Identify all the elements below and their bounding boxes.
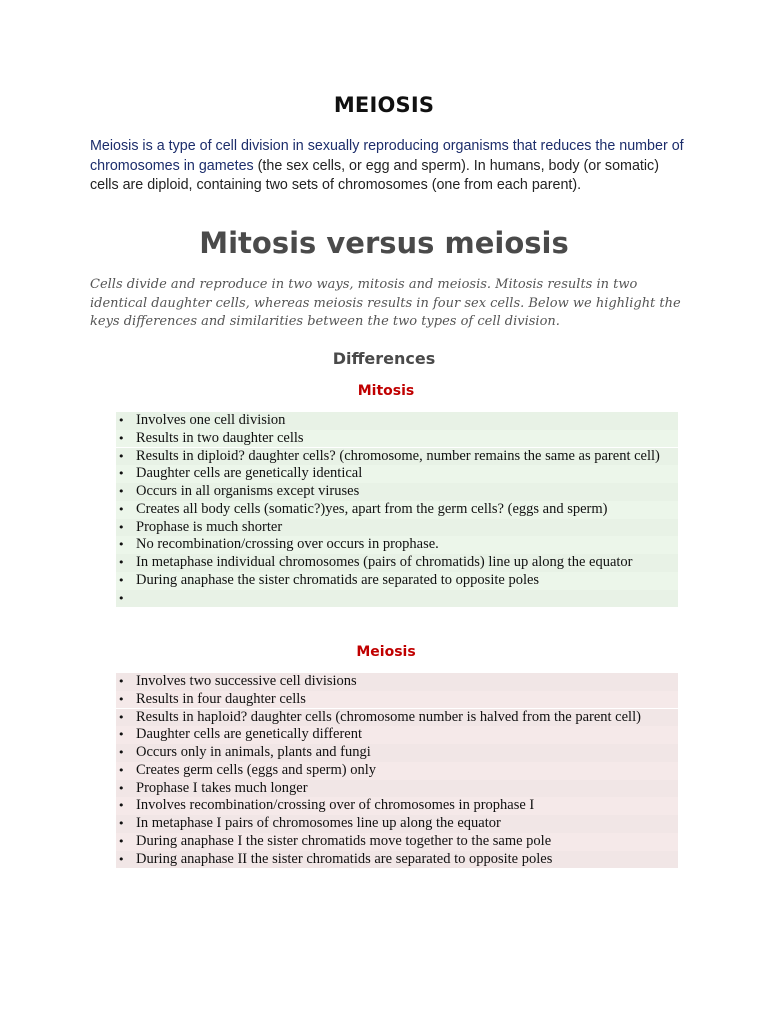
bullet-icon: • (118, 556, 125, 570)
meiosis-item-text: Involves recombination/crossing over of chromosomes in prophase I (136, 797, 535, 814)
meiosis-item-text: Prophase I takes much longer (136, 779, 308, 796)
bullet-icon: • (118, 710, 125, 724)
mitosis-list-item (116, 501, 678, 519)
meiosis-item-text: Results in haploid? daughter cells (chromosome number is halved from the parent cell) (136, 708, 641, 725)
bullet-icon: • (118, 538, 125, 552)
section-title: Mitosis versus meiosis (199, 226, 569, 260)
mitosis-item-text: Prophase is much shorter (136, 518, 283, 535)
meiosis-item-text: Results in four daughter cells (136, 690, 306, 707)
mitosis-item-text: Results in diploid? daughter cells? (chromosome, number remains the same as parent cell) (136, 447, 660, 464)
meiosis-list-item (116, 673, 678, 691)
meiosis-list-item (116, 691, 678, 709)
bullet-icon: • (118, 692, 125, 706)
intro-paragraph (90, 137, 690, 196)
meiosis-item-text: Creates germ cells (eggs and sperm) only (136, 761, 376, 778)
meiosis-list-item (116, 726, 678, 744)
mitosis-list-item (116, 554, 678, 572)
intro-rest-text: (the sex cells, or egg and sperm). In humans, body (or somatic) cells are diploid, containing two sets of chromosomes (one from each parent). (90, 157, 659, 193)
mitosis-list-item (116, 572, 678, 590)
mitosis-list-item (116, 412, 678, 430)
meiosis-item-text: In metaphase I pairs of chromosomes line up along the equator (136, 815, 501, 832)
meiosis-list (116, 673, 678, 869)
meiosis-list-item (116, 744, 678, 762)
bullet-icon: • (118, 799, 125, 813)
bullet-icon: • (118, 852, 125, 866)
bullet-icon: • (118, 763, 125, 777)
meiosis-heading: Meiosis (356, 644, 416, 660)
meiosis-list-item (116, 762, 678, 780)
lead-paragraph: Cells divide and reproduce in two ways, mitosis and meiosis. Mitosis results in two identical daughter cells, whereas meiosis results in four sex cells. Below we highlight the keys differences and similarities between the two types of cell division. (90, 277, 681, 329)
bullet-icon: • (118, 817, 125, 831)
mitosis-list-item (116, 448, 678, 466)
mitosis-item-text: Creates all body cells (somatic?)yes, apart from the germ cells? (eggs and sperm) (136, 500, 608, 517)
meiosis-list-item (116, 833, 678, 851)
mitosis-item-text: Daughter cells are genetically identical (136, 465, 363, 482)
intro-linked-text[interactable]: Meiosis is a type of cell division in sexually reproducing organisms that reduces the number of chromosomes in gametes (90, 138, 684, 174)
bullet-icon: • (118, 414, 125, 427)
meiosis-item-text: During anaphase I the sister chromatids move together to the same pole (136, 833, 552, 850)
bullet-icon: • (118, 591, 125, 605)
bullet-icon: • (118, 835, 125, 849)
bullet-icon: • (118, 520, 125, 534)
bullet-icon: • (118, 781, 125, 795)
differences-heading: Differences (332, 349, 436, 368)
mitosis-list-item (116, 430, 678, 448)
bullet-icon: • (118, 728, 125, 742)
mitosis-item-text: In metaphase individual chromosomes (pairs of chromatids) line up along the equator (136, 554, 633, 571)
bullet-icon: • (118, 675, 125, 688)
mitosis-list-item (116, 483, 678, 501)
mitosis-item-text: During anaphase the sister chromatids are separated to opposite poles (136, 572, 540, 589)
meiosis-list-item (116, 851, 678, 869)
bullet-icon: • (118, 485, 125, 499)
bullet-icon: • (118, 431, 125, 445)
mitosis-heading: Mitosis (357, 383, 415, 399)
mitosis-list-item (116, 519, 678, 537)
bullet-icon: • (118, 746, 125, 760)
mitosis-item-text: Involves one cell division (136, 412, 286, 428)
meiosis-list-item (116, 780, 678, 798)
page-title: MEIOSIS (333, 93, 435, 117)
meiosis-list-item (116, 797, 678, 815)
mitosis-item-text: Occurs in all organisms except viruses (136, 483, 360, 500)
meiosis-item-text: During anaphase II the sister chromatids are separated to opposite poles (136, 850, 553, 867)
bullet-icon: • (118, 467, 125, 481)
meiosis-list-item (116, 815, 678, 833)
mitosis-list-item (116, 590, 678, 608)
mitosis-item-text: Results in two daughter cells (136, 429, 304, 446)
mitosis-list-item (116, 536, 678, 554)
meiosis-item-text: Involves two successive cell divisions (136, 673, 357, 689)
mitosis-list-item (116, 465, 678, 483)
meiosis-item-text: Occurs only in animals, plants and fungi (136, 744, 371, 761)
bullet-icon: • (118, 574, 125, 588)
meiosis-item-text: Daughter cells are genetically different (136, 726, 362, 743)
bullet-icon: • (118, 449, 125, 463)
mitosis-item-text: No recombination/crossing over occurs in prophase. (136, 536, 439, 553)
mitosis-list (116, 412, 678, 608)
meiosis-list-item (116, 709, 678, 727)
bullet-icon: • (118, 502, 125, 516)
